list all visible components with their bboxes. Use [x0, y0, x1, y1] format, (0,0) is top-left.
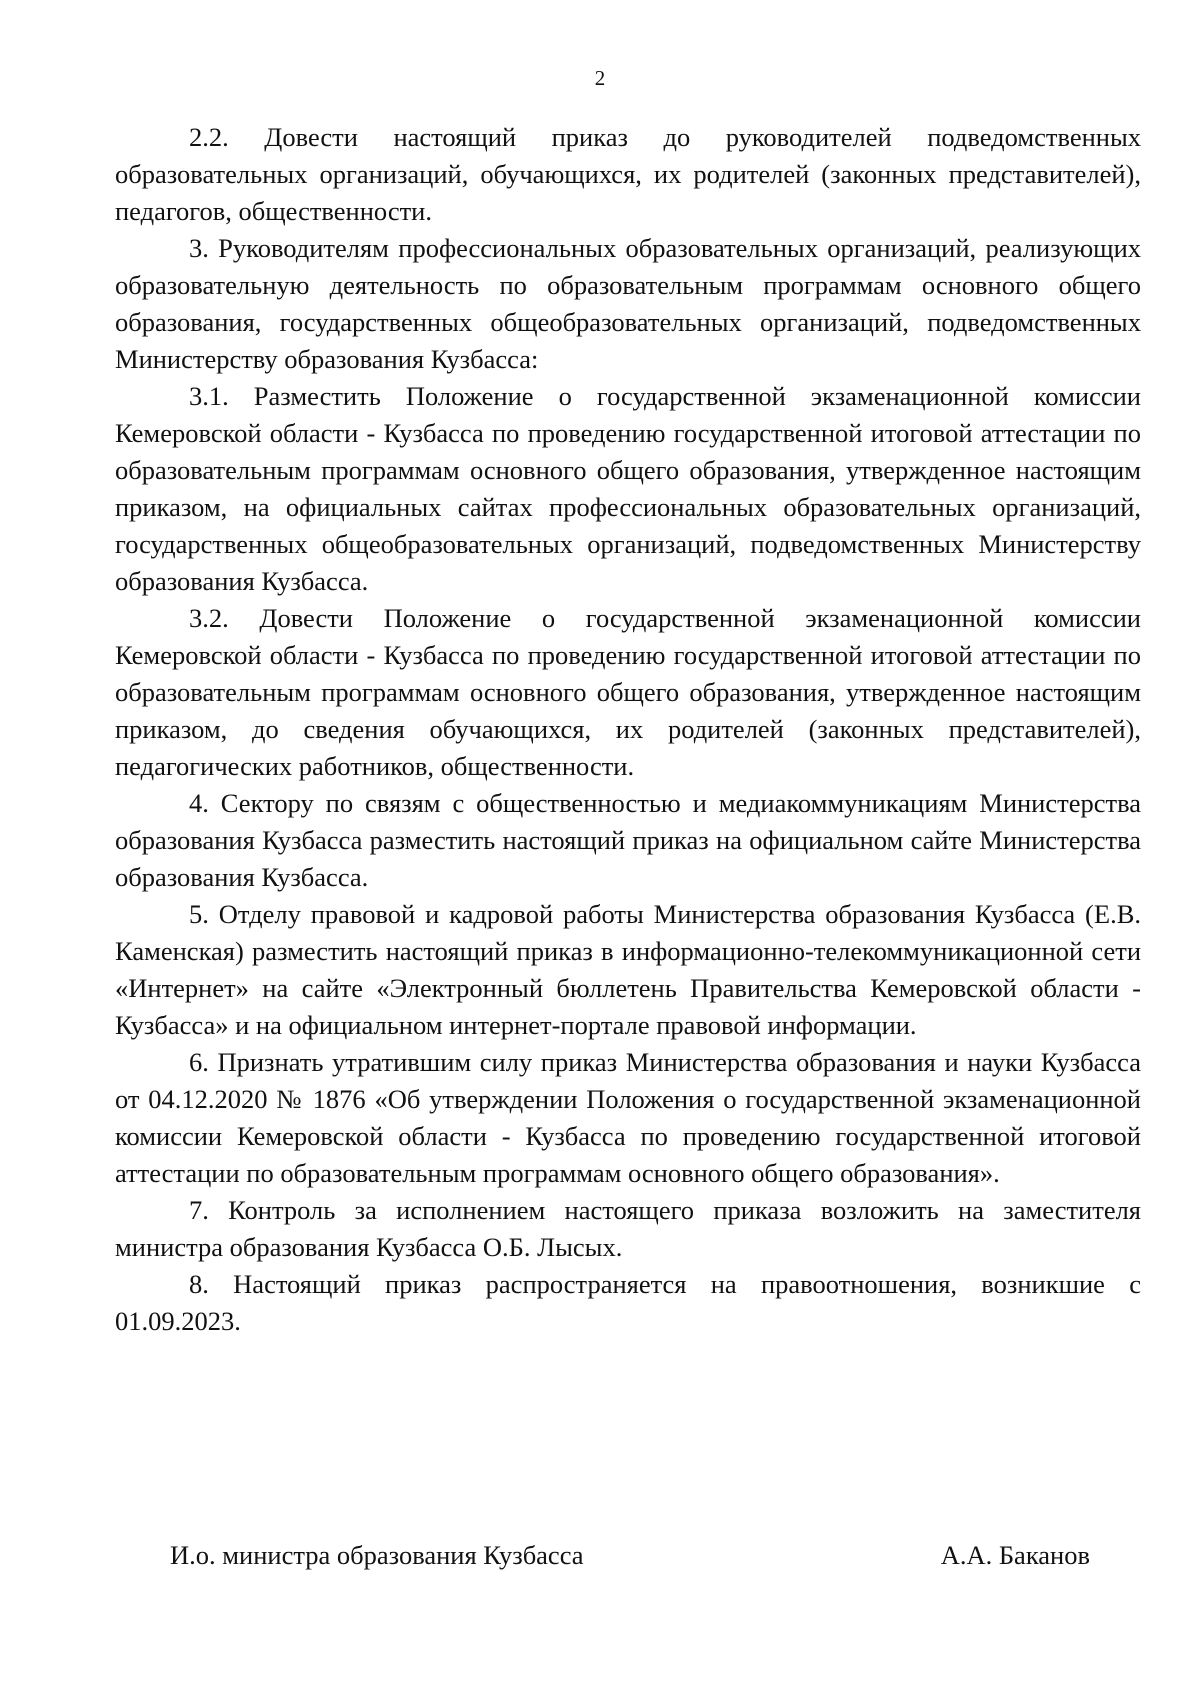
signatory-name: А.А. Баканов — [940, 1540, 1090, 1570]
document-body — [115, 119, 1141, 1340]
paragraph-5: 5. Отделу правовой и кадровой работы Министерства образования Кузбасса (Е.В. Каменская) разместить настоящий приказ в информационно-телекоммуникационной сети «Интернет» на сайте «Электронный бюллетень Правительства Кемеровской области - Кузбасса» и на официальном интернет-портале правовой информации. — [115, 899, 1141, 1040]
paragraph-3: 3. Руководителям профессиональных образовательных организаций, реализующих образовательную деятельность по образовательным программам основного общего образования, государственных общеобразовательных организаций, подведомственных Министерству образования Кузбасса: — [115, 233, 1141, 374]
paragraph-2-2: 2.2. Довести настоящий приказ до руководителей подведомственных образовательных организаций, обучающихся, их родителей (законных представителей), педагогов, общественности. — [115, 122, 1141, 226]
paragraph-4: 4. Сектору по связям с общественностью и медиакоммуникациям Министерства образования Кузбасса разместить настоящий приказ на официальном сайте Министерства образования Кузбасса. — [115, 788, 1141, 892]
signatory-position: И.о. министра образования Кузбасса — [170, 1540, 584, 1570]
paragraph-8: 8. Настоящий приказ распространяется на правоотношения, возникшие с 01.09.2023. — [115, 1269, 1141, 1336]
paragraph-3-1: 3.1. Разместить Положение о государственной экзаменационной комиссии Кемеровской области - Кузбасса по проведению государственной итоговой аттестации по образовательным программам основного общего образования, утвержденное настоящим приказом, на официальных сайтах профессиональных образовательных организаций, государственных общеобразовательных организаций, подведомственных Министерству образования Кузбасса. — [115, 381, 1141, 596]
page-number: 2 — [594, 66, 606, 90]
paragraph-6: 6. Признать утратившим силу приказ Министерства образования и науки Кузбасса от 04.12.2020 № 1876 «Об утверждении Положения о государственной экзаменационной комиссии Кемеровской области - Кузбасса по проведению государственной итоговой аттестации по образовательным программам основного общего образования». — [115, 1047, 1141, 1188]
paragraph-7: 7. Контроль за исполнением настоящего приказа возложить на заместителя министра образования Кузбасса О.Б. Лысых. — [115, 1195, 1141, 1262]
paragraph-3-2: 3.2. Довести Положение о государственной экзаменационной комиссии Кемеровской области - Кузбасса по проведению государственной итоговой аттестации по образовательным программам основного общего образования, утвержденное настоящим приказом, до сведения обучающихся, их родителей (законных представителей), педагогических работников, общественности. — [115, 603, 1141, 781]
